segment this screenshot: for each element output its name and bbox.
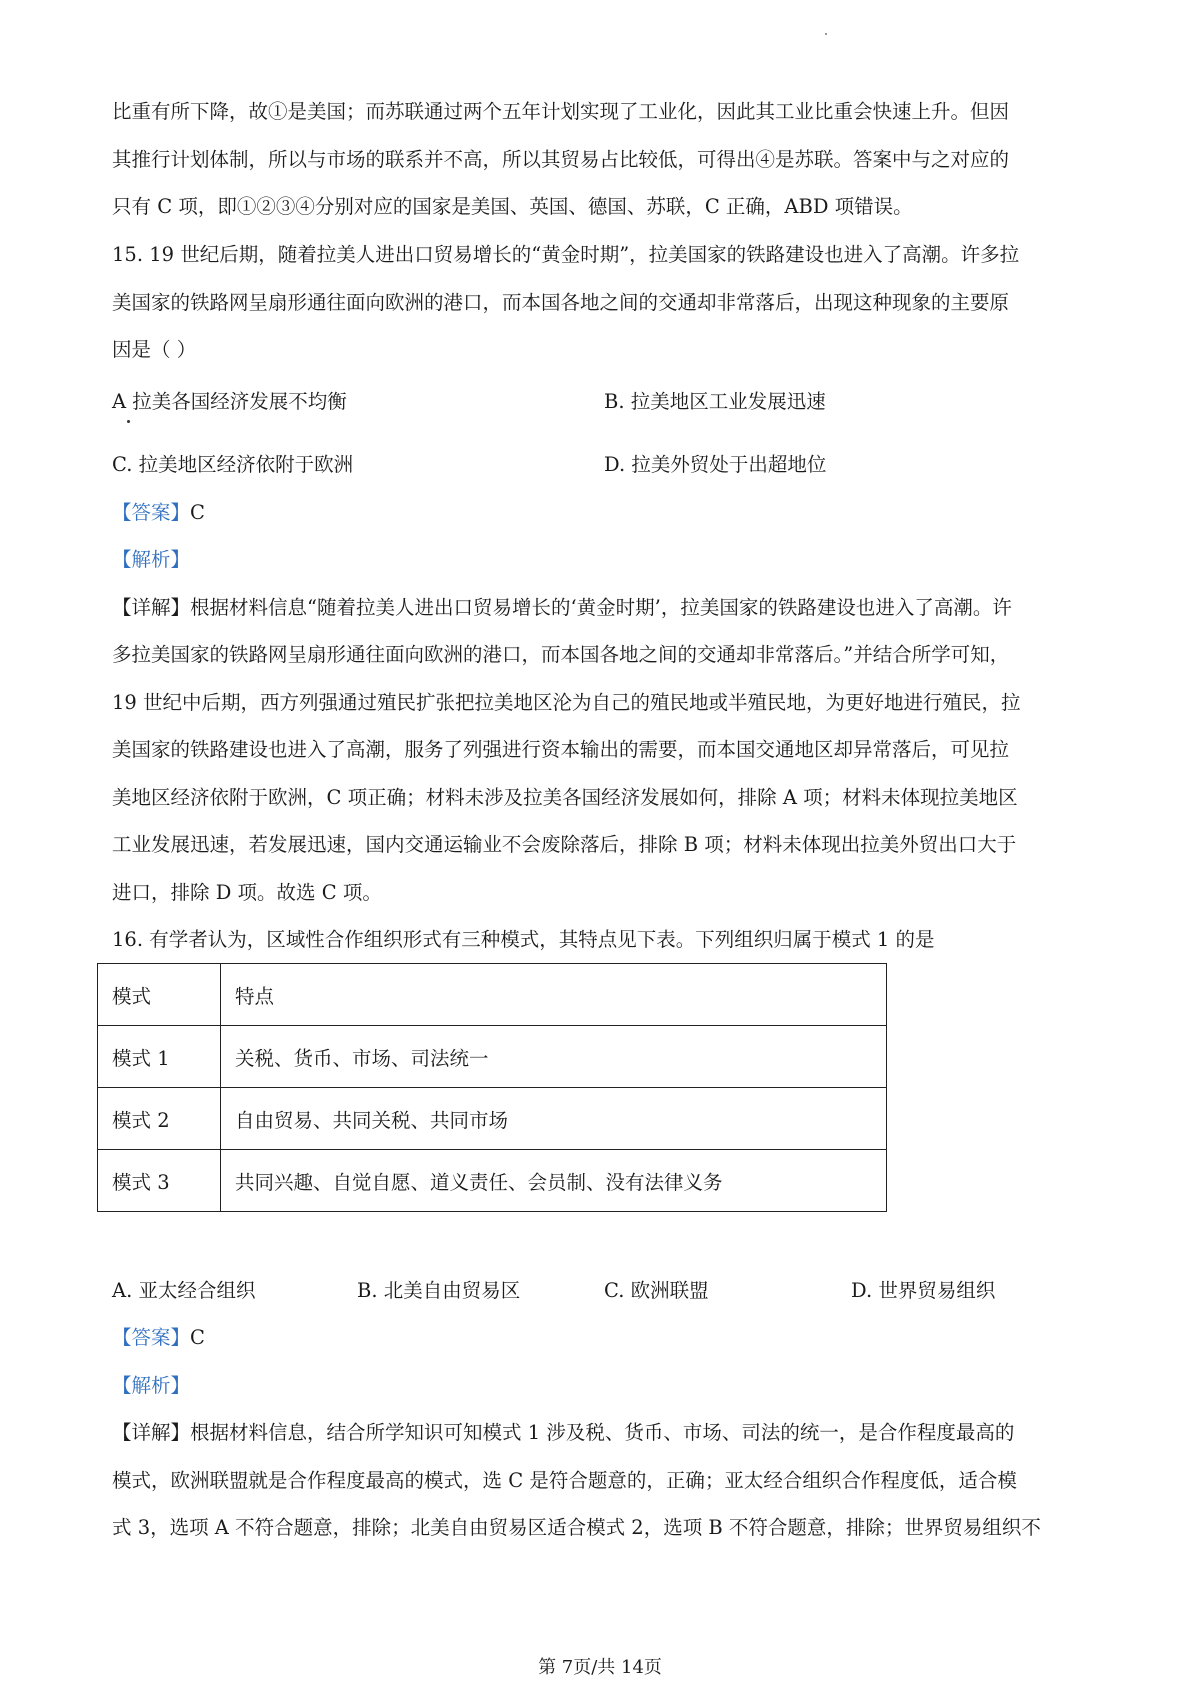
option-a-dot: [127, 420, 130, 423]
table-cell: 共同兴趣、自觉自愿、道义责任、会员制、没有法律义务: [221, 1150, 887, 1212]
q15-detail-line: [112, 594, 1012, 622]
q15-stem-line: 15. 19 世纪后期，随着拉美人进出口贸易增长的“黄金时期”，拉美国家的铁路建设也进入了高潮。许多拉: [112, 243, 1020, 266]
q15-detail-line: 美国家的铁路建设也进入了高潮，服务了列强进行资本输出的需要，而本国交通地区却异常落后，可见拉: [112, 738, 1010, 761]
q15-detail-line: 美地区经济依附于欧洲，C 项正确；材料未涉及拉美各国经济发展如何，排除 A 项；材料未体现拉美地区: [112, 786, 1018, 809]
q15-option-b: B. 拉美地区工业发展迅速: [604, 390, 826, 413]
q15-answer: [112, 499, 205, 527]
detail-text: 根据材料信息“随着拉美人进出口贸易增长的‘黄金时期’，拉美国家的铁路建设也进入了高潮。许: [190, 596, 1012, 619]
table-header-row: [98, 964, 887, 1026]
table-row: [98, 1150, 887, 1212]
table-header-cell: 特点: [221, 964, 887, 1026]
q15-option-a: A 拉美各国经济发展不均衡: [112, 390, 347, 413]
detail-tag: 【详解】: [112, 1421, 191, 1444]
q16-analysis-tag: 【解析】: [112, 1374, 191, 1397]
q16-option-d: D. 世界贸易组织: [851, 1279, 996, 1302]
detail-tag: 【详解】: [112, 596, 191, 619]
table-cell: 自由贸易、共同关税、共同市场: [221, 1088, 887, 1150]
q15-option-c: C. 拉美地区经济依附于欧洲: [112, 453, 354, 476]
table-cell: 模式 3: [98, 1150, 221, 1212]
q15-stem-line: 因是（ ）: [112, 338, 197, 361]
q16-detail-line: 式 3，选项 A 不符合题意，排除；北美自由贸易区适合模式 2，选项 B 不符合题意，排除；世界贸易组织不: [112, 1516, 1041, 1539]
page-footer: 第 7页/共 14页: [538, 1657, 662, 1678]
q16-option-b: B. 北美自由贸易区: [357, 1279, 521, 1302]
q16-detail-line: 模式，欧洲联盟就是合作程度最高的模式，选 C 是符合题意的，正确；亚太经合组织合作程度低，适合模: [112, 1469, 1017, 1492]
mode-table: [97, 963, 887, 1212]
answer-tag: 【答案】: [112, 1326, 191, 1349]
table-row: [98, 1088, 887, 1150]
q16-detail-line: [112, 1419, 1014, 1447]
intro-line: 比重有所下降，故①是美国；而苏联通过两个五年计划实现了工业化，因此其工业比重会快速上升。但因: [112, 100, 1010, 123]
q15-detail-line: 工业发展迅速，若发展迅速，国内交通运输业不会废除落后，排除 B 项；材料未体现出拉美外贸出口大于: [112, 833, 1017, 856]
q16-stem: 16. 有学者认为，区域性合作组织形式有三种模式，其特点见下表。下列组织归属于模式 1 的是: [112, 928, 935, 951]
detail-text: 根据材料信息，结合所学知识可知模式 1 涉及税、货币、市场、司法的统一，是合作程度最高的: [190, 1421, 1015, 1444]
q15-detail-line: 进口，排除 D 项。故选 C 项。: [112, 881, 382, 904]
intro-line: 其推行计划体制，所以与市场的联系并不高，所以其贸易占比较低，可得出④是苏联。答案中与之对应的: [112, 148, 1010, 171]
q15-detail-line: 多拉美国家的铁路网呈扇形通往面向欧洲的港口，而本国各地之间的交通却非常落后。”并结合所学可知，: [112, 643, 1010, 666]
answer-value: C: [190, 501, 205, 524]
table-row: [98, 1026, 887, 1088]
q16-answer: [112, 1324, 205, 1352]
table-header-cell: 模式: [98, 964, 221, 1026]
q15-detail-line: 19 世纪中后期，西方列强通过殖民扩张把拉美地区沦为自己的殖民地或半殖民地，为更好地进行殖民，拉: [112, 691, 1021, 714]
q15-option-d: D. 拉美外贸处于出超地位: [604, 453, 827, 476]
q16-option-a: A. 亚太经合组织: [112, 1279, 256, 1302]
table-cell: 模式 1: [98, 1026, 221, 1088]
scan-speck: [825, 33, 827, 35]
table-cell: 关税、货币、市场、司法统一: [221, 1026, 887, 1088]
q16-option-c: C. 欧洲联盟: [604, 1279, 709, 1302]
q15-analysis-tag: 【解析】: [112, 548, 191, 571]
table-cell: 模式 2: [98, 1088, 221, 1150]
answer-tag: 【答案】: [112, 501, 191, 524]
intro-line: 只有 C 项，即①②③④分别对应的国家是美国、英国、德国、苏联，C 正确，ABD 项错误。: [112, 195, 913, 218]
q15-stem-line: 美国家的铁路网呈扇形通往面向欧洲的港口，而本国各地之间的交通却非常落后，出现这种现象的主要原: [112, 291, 1010, 314]
answer-value: C: [190, 1326, 205, 1349]
